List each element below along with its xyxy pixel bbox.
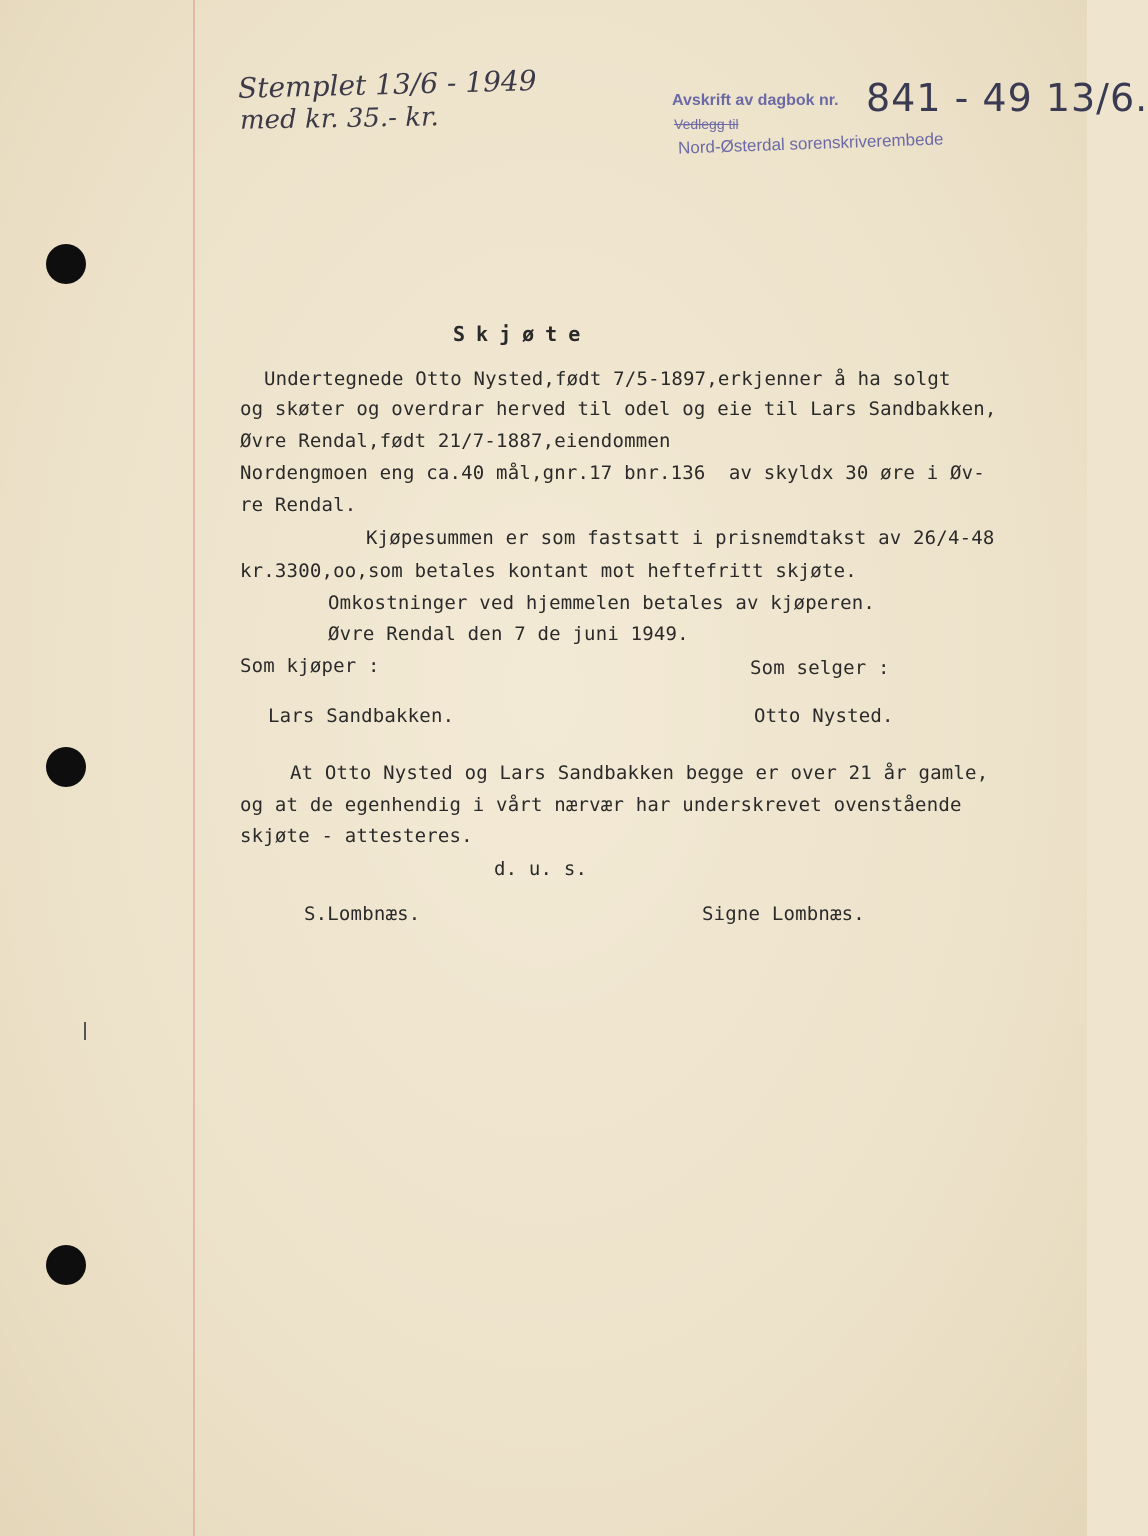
witness-1: S.Lombnæs. (304, 903, 421, 925)
attest-line-3: skjøte - attesteres. (240, 825, 473, 847)
buyer-label: Som kjøper : (240, 655, 380, 677)
handwritten-dagbok-number: 841 - 49 13/6. (866, 76, 1148, 120)
margin-line (193, 0, 195, 1536)
buyer-name: Lars Sandbakken. (268, 705, 455, 727)
registry-stamp-line-3: Nord-Østerdal sorenskriverembede (677, 129, 944, 158)
registry-stamp-line-2: Vedlegg til (674, 116, 739, 132)
body-line-1: Undertegnede Otto Nysted,født 7/5-1897,erkjenner å ha solgt (264, 368, 951, 390)
body-line-7: kr.3300,oo,som betales kontant mot heftefritt skjøte. (240, 560, 857, 582)
body-line-9: Øvre Rendal den 7 de juni 1949. (328, 623, 689, 645)
margin-tick (84, 1022, 86, 1040)
punch-hole-top (46, 244, 86, 284)
punch-hole-lower (46, 1245, 86, 1285)
attest-line-1: At Otto Nysted og Lars Sandbakken begge er over 21 år gamle, (290, 762, 989, 784)
body-line-2: og skøter og overdrar herved til odel og eie til Lars Sandbakken, (240, 398, 997, 420)
dus-mark: d. u. s. (494, 858, 588, 880)
witness-2: Signe Lombnæs. (702, 903, 865, 925)
handwritten-fee-note: med kr. 35.- kr. (239, 102, 440, 136)
document-title: Skjøte (453, 322, 592, 346)
body-line-3: Øvre Rendal,født 21/7-1887,eiendommen (240, 430, 671, 452)
body-line-4: Nordengmoen eng ca.40 mål,gnr.17 bnr.136 av skyldx 30 øre i Øv- (240, 462, 985, 484)
body-line-5: re Rendal. (240, 494, 357, 516)
attest-line-2: og at de egenhendig i vårt nærvær har underskrevet ovenstående (240, 794, 962, 816)
handwritten-stamp-note: Stemplet 13/6 - 1949 (237, 64, 537, 105)
seller-name: Otto Nysted. (754, 705, 894, 727)
seller-label: Som selger : (750, 657, 890, 679)
punch-hole-middle (46, 747, 86, 787)
body-line-8: Omkostninger ved hjemmelen betales av kjøperen. (328, 592, 876, 614)
body-line-6: Kjøpesummen er som fastsatt i prisnemdtakst av 26/4-48 (366, 527, 995, 549)
registry-stamp-line-1: Avskrift av dagbok nr. (672, 92, 839, 109)
